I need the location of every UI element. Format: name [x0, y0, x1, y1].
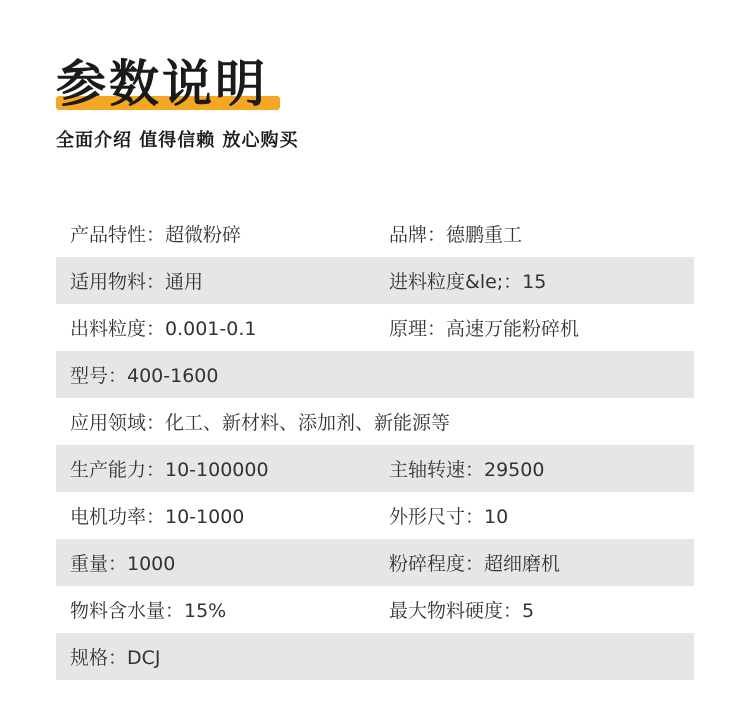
spec-cell-left: 适用物料：通用: [70, 271, 204, 293]
title-block: [56, 52, 268, 116]
spec-row: [56, 633, 694, 680]
spec-cell-right: 粉碎程度：超细磨机: [389, 553, 561, 575]
header: [56, 52, 299, 152]
page-title: 参数说明: [56, 55, 268, 113]
spec-row: [56, 492, 694, 539]
spec-row: [56, 445, 694, 492]
spec-cell-left: 重量：1000: [70, 553, 176, 575]
spec-cell-right: 品牌：德鹏重工: [389, 224, 523, 246]
spec-cell-full: 规格：DCJ: [70, 647, 161, 669]
spec-row: [56, 210, 694, 257]
spec-cell-left: 产品特性：超微粉碎: [70, 224, 242, 246]
spec-cell-full: 型号：400-1600: [70, 365, 219, 387]
spec-cell-right: 外形尺寸：10: [389, 506, 509, 528]
spec-row: [56, 539, 694, 586]
spec-table: [56, 210, 694, 680]
spec-row: [56, 351, 694, 398]
spec-cell-full: 应用领域：化工、新材料、添加剂、新能源等: [70, 412, 451, 434]
spec-cell-right: 最大物料硬度：5: [389, 600, 535, 622]
spec-row: [56, 398, 694, 445]
spec-cell-right: 进料粒度&le;：15: [389, 271, 547, 293]
spec-cell-left: 出料粒度：0.001-0.1: [70, 318, 257, 340]
spec-cell-right: 原理：高速万能粉碎机: [389, 318, 580, 340]
spec-cell-right: 主轴转速：29500: [389, 459, 545, 481]
spec-row: [56, 257, 694, 304]
spec-cell-left: 电机功率：10-1000: [70, 506, 245, 528]
spec-cell-left: 生产能力：10-100000: [70, 459, 269, 481]
spec-row: [56, 304, 694, 351]
spec-cell-left: 物料含水量：15%: [70, 600, 227, 622]
page-subtitle: 全面介绍 值得信赖 放心购买: [56, 130, 299, 151]
spec-row: [56, 586, 694, 633]
